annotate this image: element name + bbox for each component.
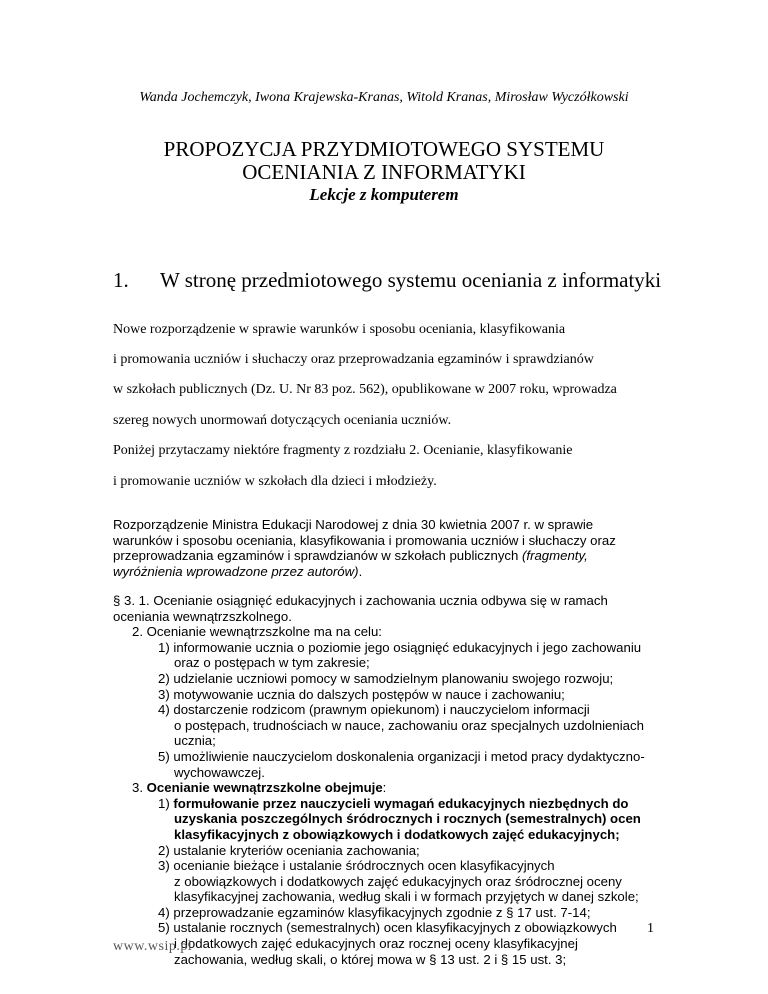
intro-line-4-italic: wyróżnienia wprowadzone przez autorów) [113, 563, 359, 579]
intro-line-1: Rozporządzenie Ministra Edukacji Narodowej z dnia 30 kwietnia 2007 r. w sprawie [113, 517, 594, 532]
reg-sub-1-number: 1) [158, 795, 174, 811]
reg-item-3: 3) motywowanie ucznia do dalszych postępów w nauce i zachowaniu; [158, 686, 565, 702]
intro-line-3 [113, 548, 673, 564]
reg-sub-3-line-2: z obowiązkowych i dodatkowych zajęć edukacyjnych oraz śródrocznej oceny [174, 873, 622, 889]
intro-line-4-suffix: . [358, 563, 363, 579]
reg-sub-4: 4) przeprowadzanie egzaminów klasyfikacyjnych zgodnie z § 17 ust. 7-14; [158, 904, 591, 920]
reg-sub-1-line-1 [113, 796, 693, 812]
reg-paragraph-3-number: 3. [132, 780, 147, 796]
reg-paragraph-3-colon: : [382, 780, 387, 796]
title-line-2: OCENIANIA Z INFORMATYKI [242, 160, 526, 184]
reg-sub-5-line-3: zachowania, według skali, o której mowa w § 13 ust. 2 i § 15 ust. 3; [174, 951, 567, 967]
intro-line-3-italic: (fragmenty, [522, 548, 588, 564]
reg-item-4-line-3: ucznia; [174, 733, 216, 749]
reg-sub-5-line-2: i dodatkowych zajęć edukacyjnych oraz rocznej oceny klasyfikacyjnej [174, 936, 578, 952]
reg-sub-2: 2) ustalanie kryteriów oceniania zachowania; [158, 842, 420, 858]
title-line-1: PROPOZYCJA PRZYDMIOTOWEGO SYSTEMU [163, 137, 605, 161]
reg-paragraph-2: 2. Ocenianie wewnątrzszkolne ma na celu: [132, 624, 382, 640]
reg-sub-1-line-3: klasyfikacyjnych z obowiązkowych i dodatkowych zajęć edukacyjnych; [174, 826, 620, 842]
intro-line-3-text: przeprowadzania egzaminów i sprawdzianów w szkołach publicznych [113, 548, 523, 564]
section-heading [113, 268, 661, 293]
body-line-3: w szkołach publicznych (Dz. U. Nr 83 poz. 562), opublikowane w 2007 roku, wprowadza [113, 382, 617, 397]
body-line-5: Poniżej przytaczamy niektóre fragmenty z rozdziału 2. Ocenianie, klasyfikowanie [113, 443, 573, 458]
section-number: 1. [113, 268, 129, 292]
reg-item-1-line-1: 1) informowanie ucznia o poziomie jego osiągnięć edukacyjnych i jego zachowaniu [158, 639, 642, 655]
page-number: 1 [647, 921, 654, 936]
reg-item-4-line-1: 4) dostarczenie rodzicom (prawnym opiekunom) i nauczycielom informacji [158, 702, 590, 718]
reg-sub-3-line-1: 3) ocenianie bieżące i ustalanie śródrocznych ocen klasyfikacyjnych [158, 858, 555, 874]
reg-item-2: 2) udzielanie uczniowi pomocy w samodzielnym planowaniu swojego rozwoju; [158, 670, 614, 686]
reg-paragraph-3 [113, 780, 693, 796]
regulation-text [113, 593, 693, 967]
footer-website: www.wsip.pl [113, 939, 193, 954]
reg-sub-3-line-3: klasyfikacyjnej zachowania, według skali i w formach przyjętych w danej szkole; [174, 889, 639, 905]
intro-line-4 [113, 564, 673, 580]
reg-item-4-line-2: o postępach, trudnościach w nauce, zachowaniu oraz specjalnych uzdolnieniach [174, 717, 644, 733]
body-line-1: Nowe rozporządzenie w sprawie warunków i sposobu oceniania, klasyfikowania [113, 322, 566, 337]
reg-item-5-line-2: wychowawczej. [174, 764, 265, 780]
intro-line-2: warunków i sposobu oceniania, klasyfikowania i promowania uczniów i słuchaczy oraz [113, 532, 616, 548]
body-line-4: szereg nowych unormowań dotyczących oceniania uczniów. [113, 413, 452, 428]
reg-sub-5-line-1: 5) ustalanie rocznych (semestralnych) ocen klasyfikacyjnych z obowiązkowych [158, 920, 617, 936]
reg-sub-1-text: formułowanie przez nauczycieli wymagań edukacyjnych niezbędnych do [173, 795, 629, 811]
reg-sub-1-line-2: uzyskania poszczególnych śródrocznych i rocznych (semestralnych) ocen [174, 811, 641, 827]
document-subtitle: Lekcje z komputerem [309, 185, 459, 204]
reg-item-5-line-1: 5) umożliwienie nauczycielom doskonalenia organizacji i metod pracy dydaktyczno- [158, 748, 645, 764]
document-title [0, 138, 768, 206]
section-title: W stronę przedmiotowego systemu oceniania z informatyki [160, 268, 662, 292]
reg-paragraph-1-line-2: oceniania wewnątrzszkolnego. [113, 608, 292, 624]
body-line-2: i promowania uczniów i słuchaczy oraz przeprowadzania egzaminów i sprawdzianów [113, 352, 594, 367]
reg-paragraph-3-bold: Ocenianie wewnątrzszkolne obejmuje [146, 780, 383, 796]
authors-line: Wanda Jochemczyk, Iwona Krajewska-Kranas, Witold Kranas, Mirosław Wyczółkowski [139, 90, 629, 105]
body-line-6: i promowanie uczniów w szkołach dla dzieci i młodzieży. [113, 474, 437, 489]
regulation-intro [113, 517, 673, 579]
reg-item-1-line-2: oraz o postępach w tym zakresie; [174, 655, 370, 671]
reg-paragraph-1-line-1: § 3. 1. Ocenianie osiągnięć edukacyjnych i zachowania ucznia odbywa się w ramach [113, 593, 608, 608]
